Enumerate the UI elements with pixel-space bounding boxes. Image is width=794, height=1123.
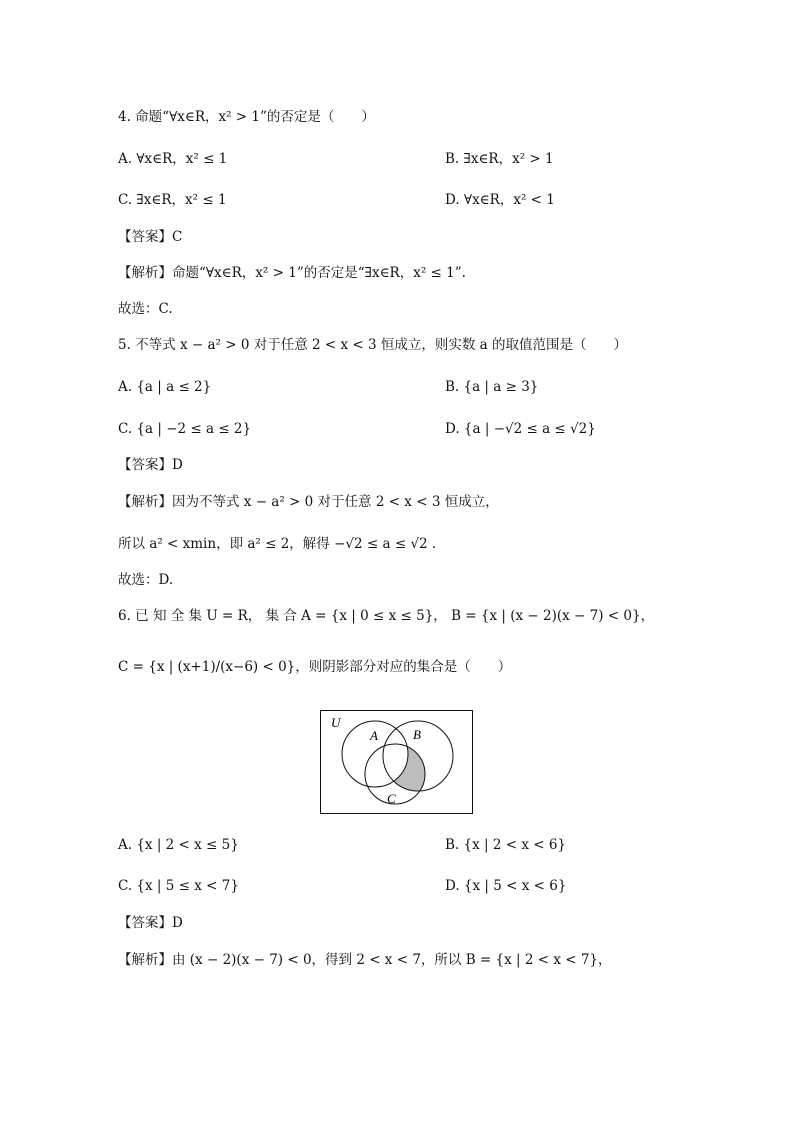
q5-choice: 故选：D. [118, 572, 174, 588]
q5-answer: 【答案】D [118, 457, 183, 473]
q5-option-a: A. {a | a ≤ 2} [118, 379, 212, 395]
q6-stem: 6. 已 知 全 集 U = R， 集 合 A = {x | 0 ≤ x ≤ 5}， B = {x | (x − 2)(x − 7) < 0}， [118, 608, 655, 624]
q6-option-c: C. {x | 5 ≤ x < 7} [118, 878, 239, 894]
q4-option-c: C. ∃x∈R，x² ≤ 1 [118, 192, 227, 208]
q6-option-a: A. {x | 2 < x ≤ 5} [118, 837, 239, 853]
venn-diagram [320, 710, 473, 814]
q4-answer: 【答案】C [118, 229, 183, 245]
q5-step: 所以 a² < xmin，即 a² ≤ 2，解得 −√2 ≤ a ≤ √2 . [118, 536, 437, 552]
q4-option-d: D. ∀x∈R，x² < 1 [445, 192, 555, 208]
q5-option-d: D. {a | −√2 ≤ a ≤ √2} [445, 421, 596, 437]
q6-answer: 【答案】D [118, 915, 183, 931]
q6-stem-2: C = {x | (x+1)/(x−6) < 0}，则阴影部分对应的集合是（ ） [118, 659, 512, 675]
q4-stem: 4. 命题“∀x∈R，x² > 1”的否定是（ ） [118, 109, 375, 125]
q4-analysis: 【解析】命题“∀x∈R，x² > 1”的否定是“∃x∈R，x² ≤ 1”. [118, 265, 466, 281]
label-c: C [387, 791, 396, 806]
q4-option-a: A. ∀x∈R，x² ≤ 1 [118, 151, 228, 167]
label-u: U [331, 715, 341, 730]
q5-analysis: 【解析】因为不等式 x − a² > 0 对于任意 2 < x < 3 恒成立， [118, 494, 499, 510]
q6-analysis: 【解析】由 (x − 2)(x − 7) < 0，得到 2 < x < 7，所以 B = {x | 2 < x < 7}， [118, 952, 612, 968]
q6-option-d: D. {x | 5 < x < 6} [445, 878, 567, 894]
q4-option-b: B. ∃x∈R，x² > 1 [445, 151, 554, 167]
q5-stem: 5. 不等式 x − a² > 0 对于任意 2 < x < 3 恒成立，则实数 a 的取值范围是（ ） [118, 337, 627, 353]
q5-option-c: C. {a | −2 ≤ a ≤ 2} [118, 421, 252, 437]
q6-option-b: B. {x | 2 < x < 6} [445, 837, 567, 853]
q4-choice: 故选：C. [118, 301, 173, 317]
label-b: B [413, 727, 421, 742]
q5-option-b: B. {a | a ≥ 3} [445, 379, 539, 395]
label-a: A [370, 728, 378, 743]
